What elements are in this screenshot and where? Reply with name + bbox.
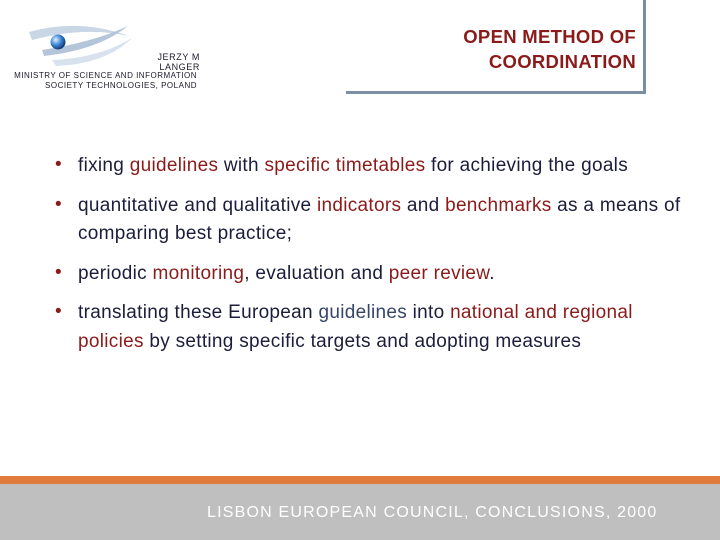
bullet-highlight: specific timetables xyxy=(264,155,426,176)
bullet-text: periodic xyxy=(78,262,153,284)
bullet-item xyxy=(55,299,695,356)
bullet-text: . xyxy=(489,262,495,284)
ministry-affiliation xyxy=(4,71,197,91)
bullet-text: by setting specific targets and adopting measures xyxy=(143,330,582,352)
footer-citation: LISBON EUROPEAN COUNCIL, CONCLUSIONS, 2000 xyxy=(207,504,658,521)
bullet-dot-icon: • xyxy=(55,154,62,175)
bullet-highlight: monitoring xyxy=(152,262,245,284)
author-name: JERZY M LANGER xyxy=(157,52,200,72)
bullet-item xyxy=(55,192,695,249)
bullet-text: with xyxy=(218,155,265,176)
bullet-highlight: indicators xyxy=(316,194,402,216)
bullet-highlight: peer review xyxy=(388,262,490,284)
ministry-line-2: SOCIETY TECHNOLOGIES, POLAND xyxy=(45,81,197,90)
bullet-text: into xyxy=(407,302,451,323)
bullet-dot-icon: • xyxy=(55,301,62,322)
slide-title-line-1: OPEN METHOD OF xyxy=(463,26,636,47)
bullet-text: fixing xyxy=(78,155,130,176)
bullet-item xyxy=(55,260,695,289)
bullet-dot-icon: • xyxy=(55,193,62,215)
bullet-list xyxy=(55,152,695,367)
bullet-item xyxy=(55,152,695,181)
globe-swoosh-logo-icon xyxy=(24,20,134,70)
bullet-text: for achieving the goals xyxy=(425,155,629,176)
bullet-highlight: national and regional policies xyxy=(78,302,633,352)
slide-title xyxy=(386,24,636,74)
bullet-highlight: guidelines xyxy=(129,155,219,176)
slide-title-line-2: COORDINATION xyxy=(488,51,636,72)
bullet-text: , evaluation and xyxy=(244,262,389,284)
bullet-text: and xyxy=(401,194,446,216)
accent-bar xyxy=(0,476,720,484)
bullet-text: quantitative and qualitative xyxy=(78,194,317,216)
ministry-line-1: MINISTRY OF SCIENCE AND INFORMATION xyxy=(14,71,197,80)
bullet-highlight: benchmarks xyxy=(445,194,552,216)
bullet-text: translating these European xyxy=(78,302,319,323)
bullet-text: as a means of comparing best practice; xyxy=(78,194,681,244)
bullet-dot-icon: • xyxy=(55,261,62,283)
bullet-highlight: guidelines xyxy=(318,302,408,323)
